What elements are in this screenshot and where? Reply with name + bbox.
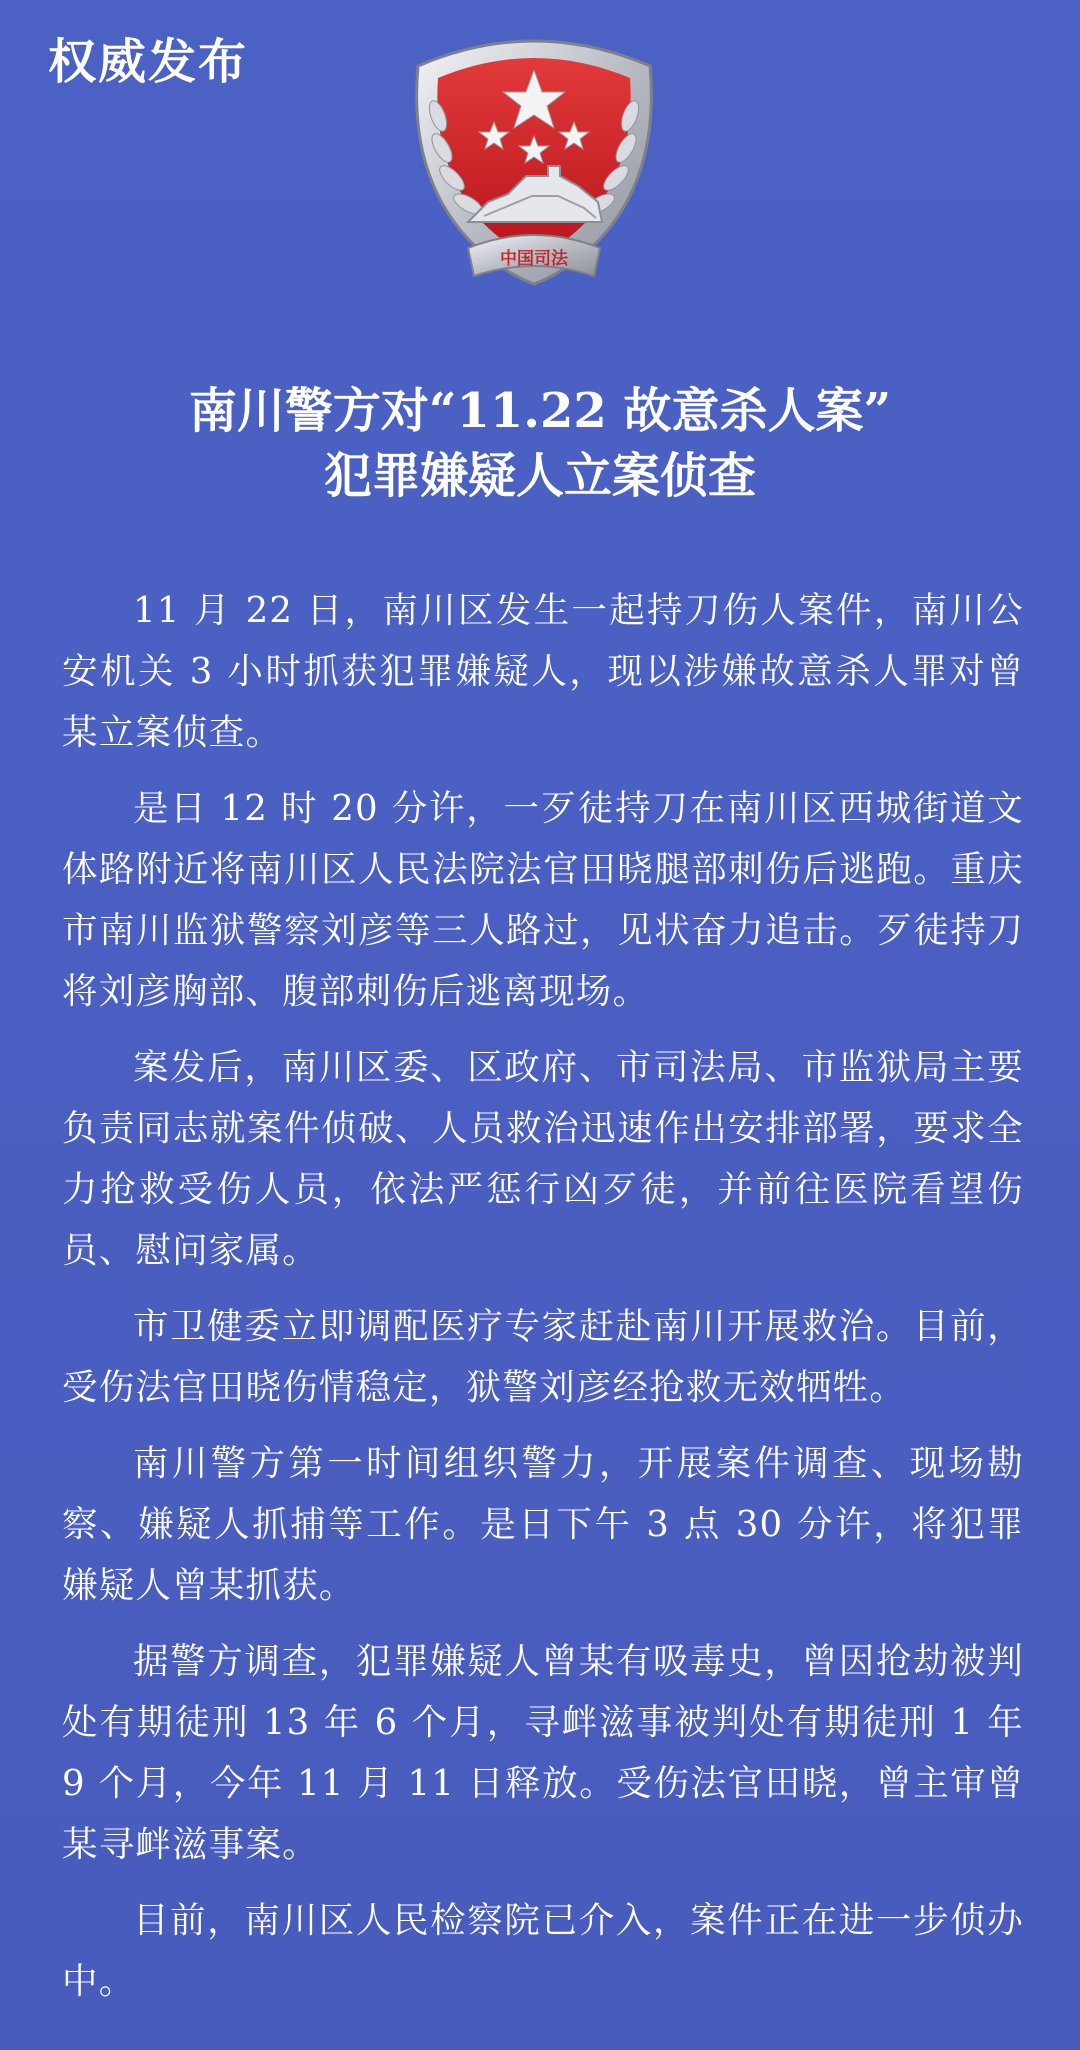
paragraph: 据警方调查，犯罪嫌疑人曾某有吸毒史，曾因抢劫被判处有期徒刑 13 年 6 个月，寻衅滋事被判处有期徒刑 1 年 9 个月，今年 11 月 11 日释放。受伤法官田晓，曾主审曾某寻衅滋事案。 — [62, 1641, 1024, 1865]
paragraph: 是日 12 时 20 分许，一歹徒持刀在南川区西城街道文体路附近将南川区人民法院法官田晓腿部刺伤后逃跑。重庆市南川监狱警察刘彦等三人路过，见状奋力追击。歹徒持刀将刘彦胸部、腹部刺伤后逃离现场。 — [62, 788, 1024, 1012]
paragraph: 市卫健委立即调配医疗专家赶赴南川开展救治。目前，受伤法官田晓伤情稳定，狱警刘彦经抢救无效牺牲。 — [62, 1306, 1024, 1408]
emblem-label: 中国司法 — [500, 249, 568, 269]
paragraph: 南川警方第一时间组织警力，开展案件调查、现场勘察、嫌疑人抓捕等工作。是日下午 3 点 30 分许，将犯罪嫌疑人曾某抓获。 — [62, 1443, 1024, 1606]
page-title-line1: 南川警方对“11.22 故意杀人案” — [188, 383, 892, 439]
article-body — [62, 580, 1024, 2027]
paragraph: 目前，南川区人民检察院已介入，案件正在进一步侦办中。 — [62, 1900, 1024, 2002]
china-judicial-emblem-icon — [398, 26, 670, 308]
paragraph: 案发后，南川区委、区政府、市司法局、市监狱局主要负责同志就案件侦破、人员救治迅速作出安排部署，要求全力抢救受伤人员，依法严惩行凶歹徒，并前往医院看望伤员、慰问家属。 — [62, 1047, 1024, 1271]
header-tag: 权威发布 — [48, 34, 249, 90]
page-title-line2: 犯罪嫌疑人立案侦查 — [323, 448, 756, 504]
paragraph: 11 月 22 日，南川区发生一起持刀伤人案件，南川公安机关 3 小时抓获犯罪嫌疑人，现以涉嫌故意杀人罪对曾某立案侦查。 — [62, 590, 1024, 753]
